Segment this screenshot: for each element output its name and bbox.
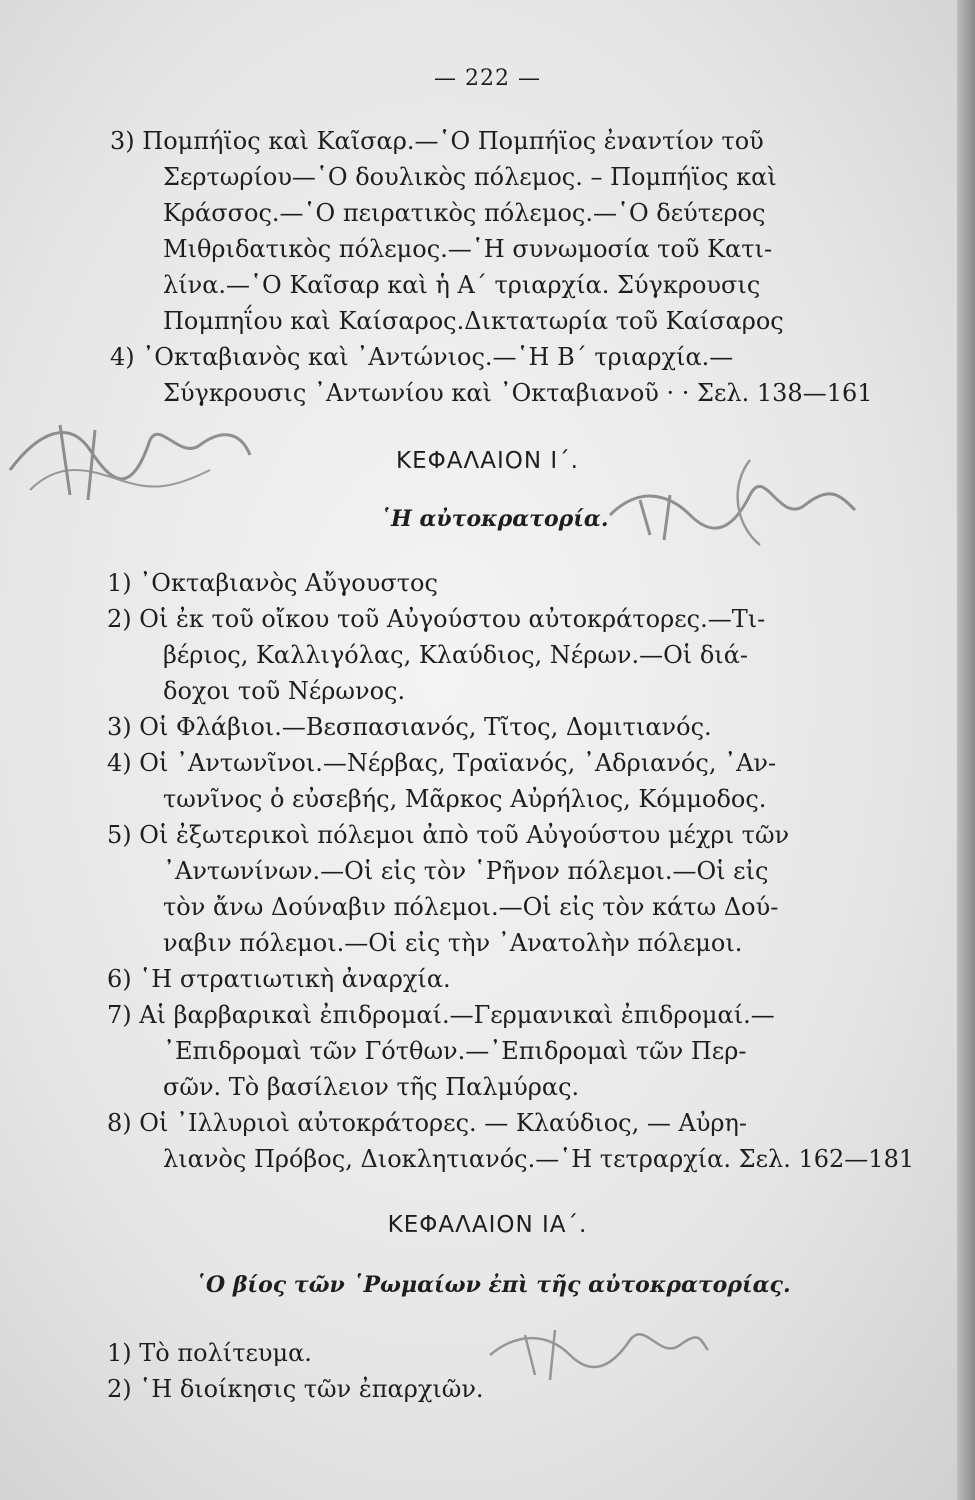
- text-line: 2) ῾Η διοίκησις τῶν ἐπαρχιῶν.: [107, 1375, 484, 1403]
- signature-stamp-bottom: [480, 1305, 710, 1395]
- text-line: 6) ῾Η στρατιωτικὴ ἀναρχία.: [107, 965, 451, 993]
- text-line: Κράσσος.—῾Ο πειρατικὸς πόλεμος.—῾Ο δεύτερος: [163, 199, 766, 227]
- text-line: 7) Αἱ βαρβαρικαὶ ἐπιδρομαί.—Γερμανικαὶ ἐπιδρομαί.—: [107, 1001, 775, 1029]
- chapter-subheading: ῾Η αὐτοκρατορία.: [380, 506, 609, 532]
- page-edge: [957, 0, 975, 1500]
- text-line: 4) Οἱ ᾽Αντωνῖνοι.—Νέρβας, Τραϊανός, ᾽Αδριανός, ᾽Αν-: [107, 749, 777, 777]
- text-line: 1) ᾽Οκταβιανὸς Αὔγουστος: [107, 569, 438, 597]
- text-line: 4) ᾽Οκταβιανὸς καὶ ᾽Αντώνιος.—῾Η Β΄ τριαρχία.—: [110, 343, 734, 371]
- text-line: τωνῖνος ὁ εὐσεβής, Μᾶρκος Αὐρήλιος, Κόμμοδος.: [163, 785, 767, 813]
- text-line: λιανὸς Πρόβος, Διοκλητιανός.—῾Η τετραρχία. Σελ. 162—181: [163, 1145, 915, 1173]
- text-line: Μιθριδατικὸς πόλεμος.—῾Η συνωμοσία τοῦ Κατι-: [163, 235, 773, 263]
- text-line: Σερτωρίου—῾Ο δουλικὸς πόλεμος. – Πομπήϊος καὶ: [163, 163, 777, 191]
- text-line: 1) Τὸ πολίτευμα.: [107, 1339, 312, 1367]
- text-line: δοχοι τοῦ Νέρωνος.: [163, 677, 406, 705]
- chapter-heading: ΚΕΦΑΛΑΙΟΝ Ι΄.: [396, 448, 579, 474]
- text-line: 3) Πομπήϊος καὶ Καῖσαρ.—῾Ο Πομπήϊος ἐναντίον τοῦ: [110, 127, 764, 155]
- text-line: βέριος, Καλλιγόλας, Κλαύδιος, Νέρων.—Οἱ διά-: [163, 641, 749, 669]
- text-line: ᾽Αντωνίνων.—Οἱ εἰς τὸν ῾Ρῆνον πόλεμοι.—Οἱ εἰς: [163, 857, 769, 885]
- text-line: ναβιν πόλεμοι.—Οἱ εἰς τὴν ᾽Ανατολὴν πόλεμοι.: [163, 929, 743, 957]
- text-line: σῶν. Τὸ βασίλειον τῆς Παλμύρας.: [163, 1073, 580, 1101]
- text-line: 8) Οἱ ᾽Ιλλυριοὶ αὐτοκράτορες. — Κλαύδιος, — Αὐρη-: [107, 1109, 748, 1137]
- signature-stamp-left: [0, 400, 260, 520]
- page-number: — 222 —: [434, 66, 541, 91]
- text-line: Πομπηΐου καὶ Καίσαρος.Δικτατωρία τοῦ Καίσαρος: [163, 307, 784, 335]
- signature-stamp-right: [600, 455, 860, 565]
- chapter-heading: ΚΕΦΑΛΑΙΟΝ ΙΑ΄.: [387, 1212, 588, 1238]
- text-line: 2) Οἱ ἐκ τοῦ οἴκου τοῦ Αὐγούστου αὐτοκράτορες.—Τι-: [107, 605, 766, 633]
- text-line: 3) Οἱ Φλάβιοι.—Βεσπασιανός, Τῖτος, Δομιτιανός.: [107, 713, 712, 741]
- text-line: λίνα.—῾Ο Καῖσαρ καὶ ἡ Α΄ τριαρχία. Σύγκρουσις: [163, 271, 761, 299]
- chapter-subheading: ῾Ο βίος τῶν ῾Ρωμαίων ἐπὶ τῆς αὐτοκρατορίας.: [195, 1272, 791, 1298]
- text-line: ᾽Επιδρομαὶ τῶν Γότθων.—᾽Επιδρομαὶ τῶν Περ-: [163, 1037, 747, 1065]
- text-line: τὸν ἄνω Δούναβιν πόλεμοι.—Οἱ εἰς τὸν κάτω Δού-: [163, 893, 779, 921]
- text-line: Σύγκρουσις ᾽Αντωνίου καὶ ᾽Οκταβιανοῦ · · Σελ. 138—161: [163, 379, 873, 407]
- text-line: 5) Οἱ ἐξωτερικοὶ πόλεμοι ἀπὸ τοῦ Αὐγούστου μέχρι τῶν: [107, 821, 790, 849]
